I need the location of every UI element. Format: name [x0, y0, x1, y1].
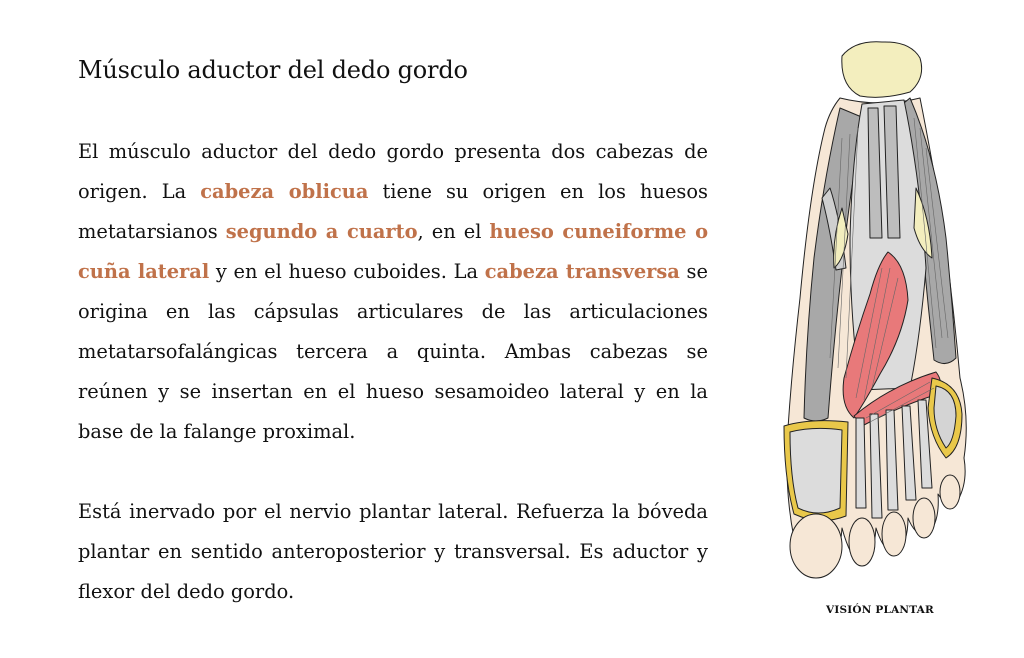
text-segment: y en el hueso cuboides. La	[209, 260, 485, 283]
paragraph-origin	[78, 132, 708, 452]
forefoot-fat-inner	[790, 428, 842, 513]
article-title: Músculo aductor del dedo gordo	[78, 56, 468, 84]
link-cabeza-transversa[interactable]: cabeza transversa	[484, 260, 680, 283]
toe-third	[882, 512, 906, 556]
text-segment: El músculo aductor del dedo gordo presenta dos cabezas de origen. La	[78, 140, 708, 203]
article	[78, 54, 708, 612]
foot-plantar-illustration	[770, 38, 980, 598]
calcaneus-bone	[842, 42, 922, 98]
toe-second	[849, 518, 875, 566]
text-segment: tiene su origen en los huesos metatarsianos	[78, 180, 708, 243]
paragraph-innervation: Está inervado por el nervio plantar lateral. Refuerza la bóveda plantar en sentido anteroposterior y transversal. Es aductor y flexor del dedo gordo.	[78, 500, 708, 603]
figure-caption: VISIÓN PLANTAR	[826, 604, 934, 616]
toe-tendon	[856, 418, 866, 508]
link-segundo-a-cuarto[interactable]: segundo a cuarto	[225, 220, 418, 243]
link-hueso-cuneiforme[interactable]: hueso cuneiforme o cuña lateral	[78, 220, 709, 283]
text-segment: se origina en las cápsulas articulares de las articulaciones metatarsofalángicas tercera a quinta. Ambas cabezas se reúnen y se insertan en el hueso sesamoideo lateral y en la base de la falange proximal.	[78, 260, 708, 443]
toe-hallux	[790, 514, 842, 578]
text-segment: , en el	[417, 220, 490, 243]
toe-fourth	[913, 498, 935, 538]
toe-fifth	[940, 475, 960, 509]
link-cabeza-oblicua[interactable]: cabeza oblicua	[200, 180, 369, 203]
